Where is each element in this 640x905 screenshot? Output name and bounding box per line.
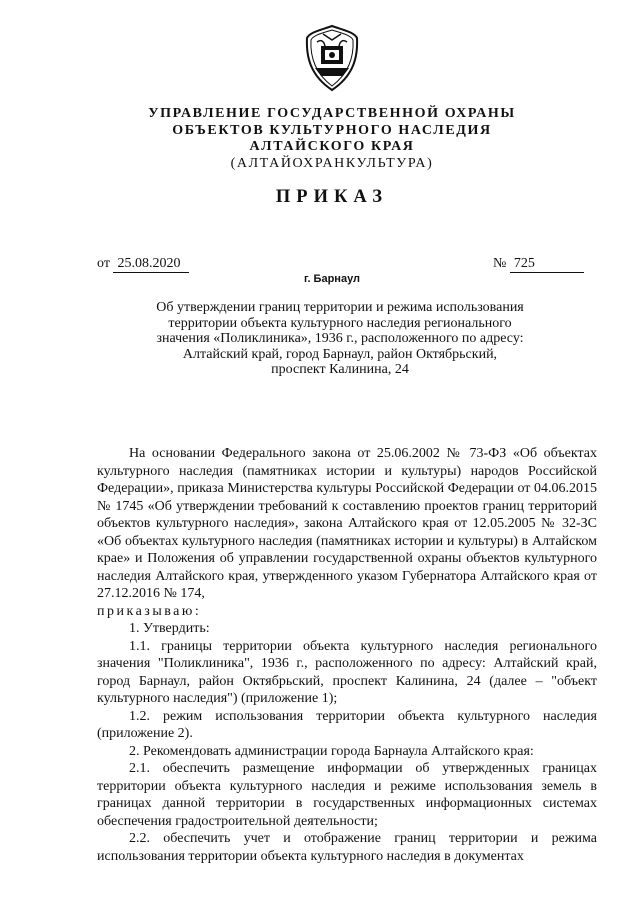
list-item: 1.2. режим использования территории объекта культурного наследия (приложение 2). [97,708,597,741]
list-item: 2.2. обеспечить учет и отображение границ территории и режима использования территории объекта культурного наследия в документах [97,831,597,864]
date-line [97,256,189,273]
city-label: г. Барнаул [303,273,361,285]
number-value: 725 [510,256,584,273]
document-type: ПРИКАЗ [275,187,389,207]
subject-line: значения «Поликлиника», 1936 г., расположенного по адресу: [156,331,524,346]
order-subject [130,300,550,378]
header-line-4: (АЛТАЙОХРАНКУЛЬТУРА) [230,155,434,171]
preamble-paragraph: На основании Федерального закона от 25.06.2002 № 73-ФЗ «Об объектах культурного наследия (памятниках истории и культуры) народов Российской Федерации», приказа Министерства культуры Российской Федерации от 04.06.2015 № 1745 «Об утверждении требований к составлению проектов границ территорий объектов культурного наследия», закона Алтайского края от 12.05.2005 № 32-ЗС «Об объектах культурного наследия (памятниках истории и культуры) в Алтайском крае» и Положения об управлении государственной охраны объектов культурного наследия Алтайского края, утвержденного указом Губернатора Алтайского края от 27.12.2016 № 174, [97,446,597,601]
header-line-2: ОБЪЕКТОВ КУЛЬТУРНОГО НАСЛЕДИЯ [172,122,492,138]
list-item: 2.1. обеспечить размещение информации об утвержденных границах территории объекта культурного наследия и режиме использования земель в границах данной территории в государственных информационных системах обеспечения градостроительной деятельности; [97,761,597,829]
number-line [493,256,584,273]
subject-line: Алтайский край, город Барнаул, район Октябрьский, [182,346,498,362]
header-line-1: УПРАВЛЕНИЕ ГОСУДАРСТВЕННОЙ ОХРАНЫ [148,106,516,121]
subject-line: территории объекта культурного наследия регионального [168,315,512,331]
order-word: приказываю: [97,603,202,619]
subject-line: проспект Калинина, 24 [271,362,409,377]
header-line-3: АЛТАЙСКОГО КРАЯ [249,139,415,154]
list-item: 1. Утвердить: [129,621,210,636]
organization-header [0,106,640,172]
coat-of-arms-icon [303,24,361,94]
date-prefix: от [97,256,110,271]
list-item: 1.1. границы территории объекта культурного наследия регионального значения "Поликлиника", 1936 г., расположенного по адресу: Алтайский край, город Барнаул, район Октябрьский, проспект Калинина, 24 (далее – "объект культурного наследия") (приложение 1); [97,638,597,706]
order-body [97,445,597,865]
list-item: 2. Рекомендовать администрации города Барнаула Алтайского края: [129,743,534,759]
number-prefix: № [493,256,507,271]
date-value: 25.08.2020 [113,256,189,273]
subject-line: Об утверждении границ территории и режима использования [156,300,524,315]
